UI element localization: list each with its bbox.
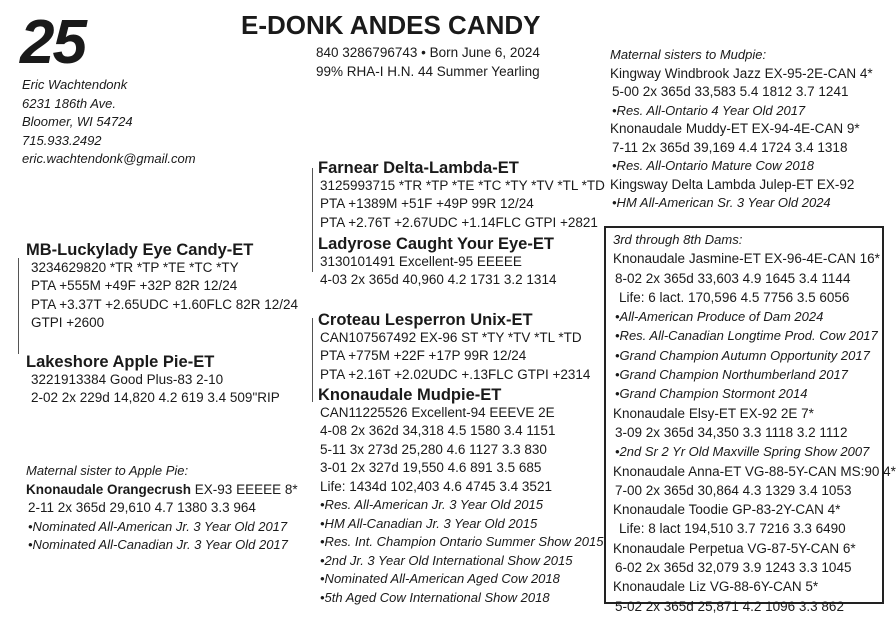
dams-box-line: 5-02 2x 365d 25,871 4.2 1096 3.3 862 xyxy=(615,598,844,614)
dams-box-line: •2nd Sr 2 Yr Old Maxville Spring Show 2007 xyxy=(615,444,870,460)
dams-box-line: •Grand Champion Stormont 2014 xyxy=(615,386,808,402)
dams-box-line: Life: 8 lact 194,510 3.7 7216 3.3 6490 xyxy=(619,521,846,537)
apple-pie-sister-honor: •Nominated All-Canadian Jr. 3 Year Old 2017 xyxy=(28,537,288,552)
dams-box-line: Knonaudale Liz VG-88-6Y-CAN 5* xyxy=(613,579,819,595)
registration-line: 840 3286796743 • Born June 6, 2024 xyxy=(316,45,540,60)
sire-block xyxy=(26,240,298,333)
dams-box-line: •Grand Champion Northumberland 2017 xyxy=(615,367,848,383)
dams-box-line: Knonaudale Toodie GP-83-2Y-CAN 4* xyxy=(613,502,841,518)
dams-dam-name: Knonaudale Mudpie-ET xyxy=(318,386,502,404)
mudpie-sister-line: Kingsway Delta Lambda Julep-ET EX-92 xyxy=(610,176,855,192)
sires-sire-line: 3125993715 *TR *TP *TE *TC *TY *TV *TL *TD xyxy=(320,177,605,193)
dams-sire-block xyxy=(318,310,590,384)
pedigree-line-sires-sire xyxy=(312,168,313,272)
dams-dam-honor: •5th Aged Cow International Show 2018 xyxy=(320,589,550,605)
dams-dam-line: CAN11225526 Excellent-94 EEEVE 2E xyxy=(320,404,555,420)
dams-box-line: Knonaudale Perpetua VG-87-5Y-CAN 6* xyxy=(613,540,856,556)
consignor-name: Eric Wachtendonk xyxy=(22,77,128,92)
apple-pie-sister-name: Knonaudale Orangecrush xyxy=(26,481,192,497)
animal-name: E-DONK ANDES CANDY xyxy=(241,10,541,40)
dams-box-line: Knonaudale Anna-ET VG-88-5Y-CAN MS:90 4* xyxy=(613,463,896,479)
apple-pie-sister-record: 2-11 2x 365d 29,610 4.7 1380 3.3 964 xyxy=(28,500,256,515)
dams-box-line: •Res. All-Canadian Longtime Prod. Cow 2017 xyxy=(615,328,878,344)
dams-dam-line: Life: 1434d 102,403 4.6 4745 3.4 3521 xyxy=(320,478,552,494)
dams-box-header: 3rd through 8th Dams: xyxy=(613,232,743,247)
dam-line: 2-02 2x 229d 14,820 4.2 619 3.4 509"RIP xyxy=(31,390,280,405)
dams-dam-honor: •HM All-Canadian Jr. 3 Year Old 2015 xyxy=(320,515,538,531)
dams-sire-line: PTA +775M +22F +17P 99R 12/24 xyxy=(320,348,527,363)
mudpie-sisters-header: Maternal sisters to Mudpie: xyxy=(610,47,767,62)
dams-sire-name: Croteau Lesperron Unix-ET xyxy=(318,311,533,329)
consignor-phone: 715.933.2492 xyxy=(22,132,102,148)
sire-line: 3234629820 *TR *TP *TE *TC *TY xyxy=(31,259,239,275)
lot-number: 25 xyxy=(20,8,85,77)
dams-box-line: Life: 6 lact. 170,596 4.5 7756 3.5 6056 xyxy=(619,289,850,305)
sires-dam-line: 4-03 2x 365d 40,960 4.2 1731 3.2 1314 xyxy=(320,272,557,287)
dam-block xyxy=(26,352,280,408)
dams-dam-honor: •Res. All-American Jr. 3 Year Old 2015 xyxy=(320,497,543,512)
consignor-address: 6231 186th Ave. xyxy=(22,95,116,111)
consignor-info xyxy=(22,76,196,169)
sire-name: MB-Luckylady Eye Candy-ET xyxy=(26,241,254,259)
sires-sire-name: Farnear Delta-Lambda-ET xyxy=(318,159,519,177)
dams-box-line: 6-02 2x 365d 32,079 3.9 1243 3.3 1045 xyxy=(615,560,852,576)
pedigree-line-dams-sire xyxy=(312,318,313,402)
consignor-email: eric.wachtendonk@gmail.com xyxy=(22,151,196,166)
apple-pie-sister-score: EX-93 EEEEE 8* xyxy=(191,481,298,497)
mudpie-sister-line: Knonaudale Muddy-ET EX-94-4E-CAN 9* xyxy=(610,121,860,136)
mudpie-sisters-block xyxy=(610,46,873,213)
mudpie-sister-line: •HM All-American Sr. 3 Year Old 2024 xyxy=(612,195,831,210)
mudpie-sister-line: •Res. All-Ontario Mature Cow 2018 xyxy=(612,158,815,173)
sires-dam-block xyxy=(318,234,556,290)
dams-box-content xyxy=(613,230,896,616)
pedigree-line-sire xyxy=(18,258,19,354)
sires-dam-line: 3130101491 Excellent-95 EEEEE xyxy=(320,253,522,269)
detail-line: 99% RHA-I H.N. 44 Summer Yearling xyxy=(316,64,540,79)
sire-line: PTA +3.37T +2.65UDC +1.60FLC 82R 12/24 xyxy=(31,296,299,312)
dams-sire-line: CAN107567492 EX-96 ST *TY *TV *TL *TD xyxy=(320,329,582,345)
apple-pie-sister-block xyxy=(26,462,298,555)
dam-line: 3221913384 Good Plus-83 2-10 xyxy=(31,371,224,387)
mudpie-sister-line: 5-00 2x 365d 33,583 5.4 1812 3.7 1241 xyxy=(612,84,849,99)
dams-sire-line: PTA +2.16T +2.02UDC +.13FLC GTPI +2314 xyxy=(320,366,591,382)
sires-sire-line: PTA +2.76T +2.67UDC +1.14FLC GTPI +2821 xyxy=(320,214,598,230)
sires-sire-line: PTA +1389M +51F +49P 99R 12/24 xyxy=(320,196,534,211)
apple-pie-sister-header: Maternal sister to Apple Pie: xyxy=(26,463,189,478)
dams-box-line: Knonaudale Jasmine-ET EX-96-4E-CAN 16* xyxy=(613,251,880,267)
dams-dam-honor: •Res. Int. Champion Ontario Summer Show 2015 xyxy=(320,534,604,549)
dams-box-line: 3-09 2x 365d 34,350 3.3 1118 3.2 1112 xyxy=(615,424,848,440)
sires-sire-block xyxy=(318,158,605,232)
sire-line: PTA +555M +49F +32P 82R 12/24 xyxy=(31,278,238,293)
sires-dam-name: Ladyrose Caught Your Eye-ET xyxy=(318,235,554,253)
dam-name: Lakeshore Apple Pie-ET xyxy=(26,353,215,371)
mudpie-sister-line: 7-11 2x 365d 39,169 4.4 1724 3.4 1318 xyxy=(612,139,848,155)
dams-dam-line: 4-08 2x 362d 34,318 4.5 1580 3.4 1151 xyxy=(320,423,556,438)
consignor-city: Bloomer, WI 54724 xyxy=(22,114,133,129)
dams-box-line: 7-00 2x 365d 30,864 4.3 1329 3.4 1053 xyxy=(615,482,852,498)
dams-dam-block xyxy=(318,385,603,607)
apple-pie-sister-honor: •Nominated All-American Jr. 3 Year Old 2017 xyxy=(28,518,288,534)
dams-box-line: •Grand Champion Autumn Opportunity 2017 xyxy=(615,347,870,363)
dams-box-line: •All-American Produce of Dam 2024 xyxy=(615,309,824,325)
dams-dam-line: 5-11 3x 273d 25,280 4.6 1127 3.3 830 xyxy=(320,441,547,457)
dams-box-line: Knonaudale Elsy-ET EX-92 2E 7* xyxy=(613,405,814,421)
dams-box-line: 8-02 2x 365d 33,603 4.9 1645 3.4 1144 xyxy=(615,270,851,286)
dams-dam-honor: •Nominated All-American Aged Cow 2018 xyxy=(320,571,560,586)
dams-dam-line: 3-01 2x 327d 19,550 4.6 891 3.5 685 xyxy=(320,460,542,475)
dams-dam-honor: •2nd Jr. 3 Year Old International Show 2015 xyxy=(320,552,573,568)
mudpie-sister-line: •Res. All-Ontario 4 Year Old 2017 xyxy=(612,102,806,118)
mudpie-sister-line: Kingway Windbrook Jazz EX-95-2E-CAN 4* xyxy=(610,65,873,81)
sire-line: GTPI +2600 xyxy=(31,315,105,330)
